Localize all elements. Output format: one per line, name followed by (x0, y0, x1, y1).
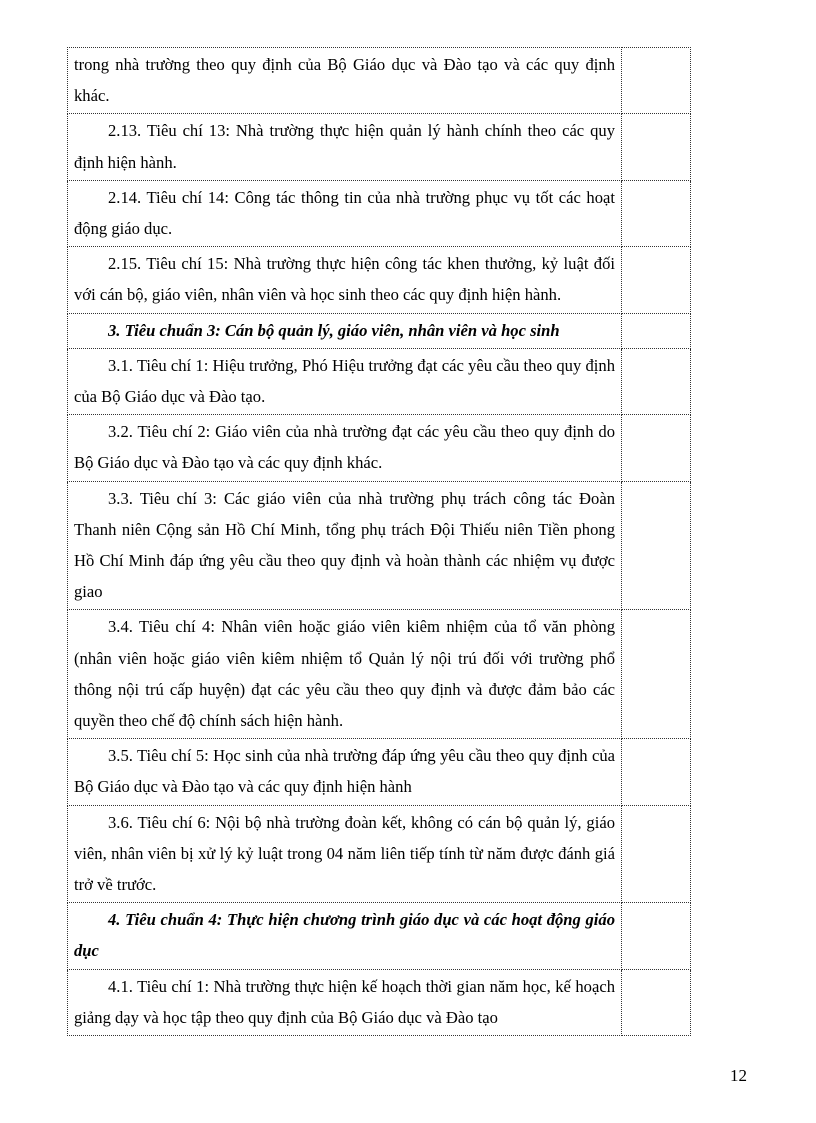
standard-heading-cell (68, 313, 622, 348)
criterion-text: 2.15. Tiêu chí 15: Nhà trường thực hiện công tác khen thưởng, kỷ luật đối với cán bộ, giáo viên, nhân viên và học sinh theo các quy định hiện hành. (74, 254, 615, 305)
criterion-cell (68, 969, 622, 1035)
document-page (67, 47, 688, 1036)
evidence-cell (622, 313, 691, 348)
criterion-text: trong nhà trường theo quy định của Bộ Giáo dục và Đào tạo và các quy định khác. (74, 55, 615, 106)
evidence-cell (622, 969, 691, 1035)
evidence-cell (622, 481, 691, 610)
criterion-cell (68, 48, 622, 114)
criterion-cell (68, 805, 622, 903)
table-row (68, 313, 691, 348)
criterion-text: 3.4. Tiêu chí 4: Nhân viên hoặc giáo viên kiêm nhiệm của tổ văn phòng (nhân viên hoặc giáo viên kiêm nhiệm tổ Quản lý nội trú đối với trường phổ thông nội trú cấp huyện) đạt các yêu cầu theo quy định và được đảm bảo các quyền theo chế độ chính sách hiện hành. (74, 617, 615, 731)
criteria-table (67, 47, 691, 1036)
table-row (68, 415, 691, 481)
evidence-cell (622, 247, 691, 313)
evidence-cell (622, 114, 691, 180)
evidence-cell (622, 348, 691, 414)
table-row (68, 739, 691, 805)
criterion-cell (68, 415, 622, 481)
evidence-cell (622, 610, 691, 739)
evidence-cell (622, 415, 691, 481)
criterion-text: 3.6. Tiêu chí 6: Nội bộ nhà trường đoàn kết, không có cán bộ quản lý, giáo viên, nhân viên bị xử lý kỷ luật trong 04 năm liên tiếp tính từ năm được đánh giá trở về trước. (74, 812, 615, 895)
criterion-cell (68, 739, 622, 805)
criterion-cell (68, 481, 622, 610)
table-row (68, 805, 691, 903)
evidence-cell (622, 903, 691, 969)
criterion-text: 3.5. Tiêu chí 5: Học sinh của nhà trường đáp ứng yêu cầu theo quy định của Bộ Giáo dục và Đào tạo và các quy định hiện hành (74, 746, 615, 797)
criterion-text: 4.1. Tiêu chí 1: Nhà trường thực hiện kế hoạch thời gian năm học, kế hoạch giảng dạy và học tập theo quy định của Bộ Giáo dục và Đào tạo (74, 976, 615, 1027)
evidence-cell (622, 180, 691, 246)
criterion-cell (68, 180, 622, 246)
evidence-cell (622, 805, 691, 903)
standard-heading: 4. Tiêu chuẩn 4: Thực hiện chương trình giáo dục và các hoạt động giáo dục (74, 910, 615, 961)
table-row (68, 969, 691, 1035)
standard-heading-cell (68, 903, 622, 969)
standard-heading: 3. Tiêu chuẩn 3: Cán bộ quản lý, giáo viên, nhân viên và học sinh (108, 320, 560, 340)
table-row (68, 180, 691, 246)
criterion-text: 2.14. Tiêu chí 14: Công tác thông tin của nhà trường phục vụ tốt các hoạt động giáo dục. (74, 187, 615, 239)
criterion-text: 2.13. Tiêu chí 13: Nhà trường thực hiện quản lý hành chính theo các quy định hiện hành. (74, 121, 615, 172)
table-row (68, 48, 691, 114)
table-row (68, 247, 691, 313)
table-row (68, 481, 691, 610)
evidence-cell (622, 48, 691, 114)
criterion-cell (68, 610, 622, 739)
criterion-cell (68, 348, 622, 414)
table-row (68, 348, 691, 414)
table-row (68, 114, 691, 180)
page-number: 12 (730, 1066, 747, 1085)
criterion-text: 3.1. Tiêu chí 1: Hiệu trưởng, Phó Hiệu trưởng đạt các yêu cầu theo quy định của Bộ Giáo dục và Đào tạo. (74, 355, 615, 407)
table-row (68, 903, 691, 969)
criterion-cell (68, 247, 622, 313)
table-row (68, 610, 691, 739)
criterion-text: 3.2. Tiêu chí 2: Giáo viên của nhà trường đạt các yêu cầu theo quy định do Bộ Giáo dục và Đào tạo và các quy định khác. (74, 422, 615, 473)
criterion-cell (68, 114, 622, 180)
criterion-text: 3.3. Tiêu chí 3: Các giáo viên của nhà trường phụ trách công tác Đoàn Thanh niên Cộng sản Hồ Chí Minh, tổng phụ trách Đội Thiếu niên Tiền phong Hồ Chí Minh đáp ứng yêu cầu theo quy định và hoàn thành các nhiệm vụ được giao (74, 488, 615, 602)
evidence-cell (622, 739, 691, 805)
